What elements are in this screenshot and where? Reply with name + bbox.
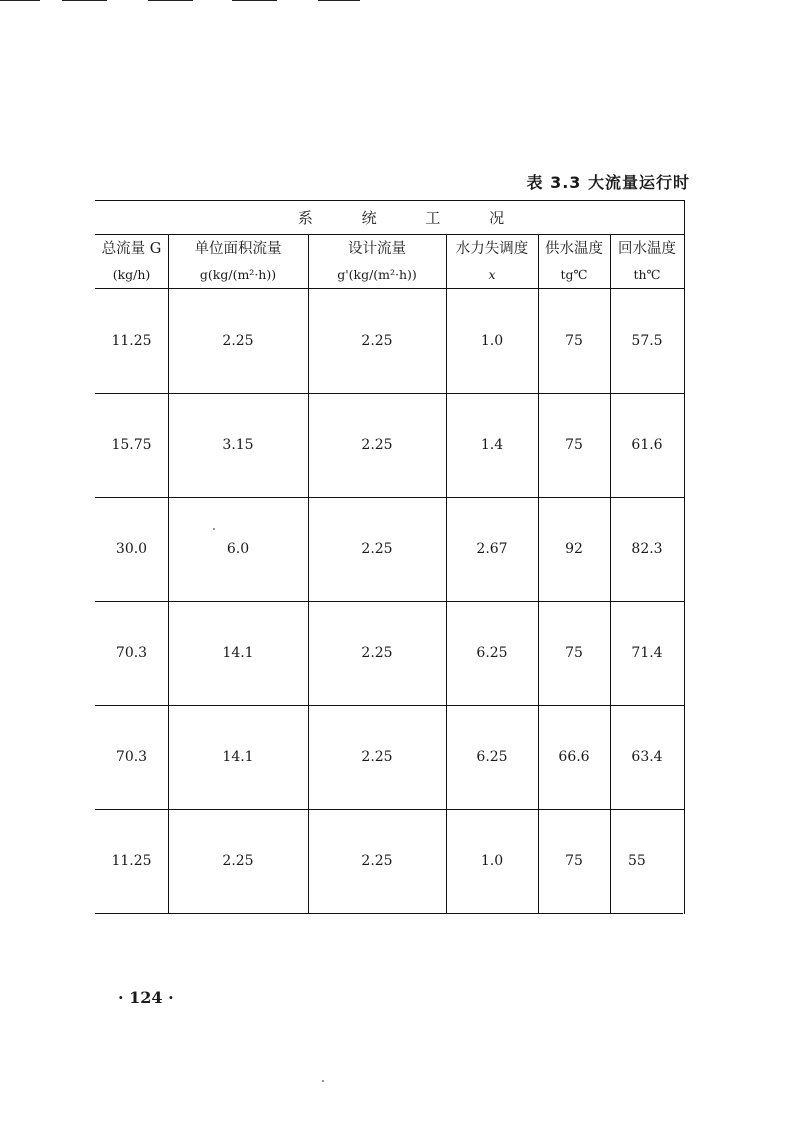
table-cell: 6.25	[476, 749, 508, 765]
table-cell: 15.75	[111, 437, 152, 453]
table-cell: 70.3	[115, 645, 148, 661]
table-cell: 2.25	[361, 645, 393, 661]
table-cell: 75	[565, 645, 583, 661]
table-cell: 1.0	[480, 332, 504, 349]
table-cell: 2.25	[361, 332, 393, 349]
table-cell: 6.25	[476, 645, 508, 661]
table-cell: 57.5	[631, 332, 663, 349]
table-cell: 3.15	[222, 437, 254, 453]
table-cell: 2.25	[361, 541, 393, 557]
table-cell: 2.25	[361, 853, 393, 869]
column-header: 总流量 G	[101, 241, 162, 257]
column-header: 单位面积流量	[194, 241, 282, 257]
table-bottom-rule	[95, 913, 683, 914]
column-unit: g(kg/(m²·h))	[199, 267, 277, 282]
table-cell: 14.1	[222, 645, 254, 661]
table-cell: 2.67	[476, 541, 508, 557]
table-cell: 75	[565, 853, 583, 869]
table-cell: 2.25	[361, 437, 393, 453]
top-rule	[0, 0, 40, 1]
table-cell: 2.25	[222, 853, 254, 869]
column-unit: g'(kg/(m²·h))	[337, 267, 417, 282]
top-rule	[62, 0, 107, 1]
table-cell: 11.25	[111, 853, 152, 869]
table-cell: 63.4	[631, 749, 663, 765]
scan-speck	[322, 1080, 324, 1082]
column-header: 供水温度	[545, 241, 603, 257]
table-right-border	[684, 200, 685, 914]
table-cell: 61.6	[631, 437, 663, 453]
table-cell: 66.6	[558, 749, 590, 765]
table-cell: 14.1	[222, 749, 254, 765]
column-header: 水力失调度	[455, 241, 529, 257]
page-number: · 124 ·	[118, 988, 174, 1007]
table-cell: 55	[628, 853, 646, 869]
column-unit: tg℃	[560, 267, 588, 282]
table-cell: 1.4	[480, 437, 504, 453]
table-cell: 92	[565, 541, 583, 557]
column-header: 回水温度	[618, 241, 676, 257]
table-cell: 1.0	[480, 853, 504, 869]
data-table	[95, 200, 685, 915]
table-cell: 11.25	[111, 332, 152, 349]
spanning-header: 系 统 工 况	[297, 208, 527, 227]
column-unit: x	[488, 267, 496, 282]
table-cell: 2.25	[361, 749, 393, 765]
table-cell: 2.25	[222, 332, 254, 349]
column-unit: (kg/h)	[112, 267, 151, 282]
table-cell: 75	[565, 332, 583, 349]
table-cell: 30.0	[115, 541, 148, 557]
top-rule	[232, 0, 277, 1]
table-cell: 71.4	[631, 645, 663, 661]
column-header: 设计流量	[348, 241, 406, 257]
table-cell: 75	[565, 437, 583, 453]
table-cell: 70.3	[115, 749, 148, 765]
scan-speck	[213, 528, 215, 530]
top-rule	[318, 0, 360, 1]
table-cell: 82.3	[631, 541, 663, 557]
table-caption: 表 3.3 大流量运行时	[526, 173, 690, 192]
column-unit: th℃	[633, 267, 661, 282]
table-cell: 6.0	[226, 541, 250, 557]
top-rule	[148, 0, 193, 1]
